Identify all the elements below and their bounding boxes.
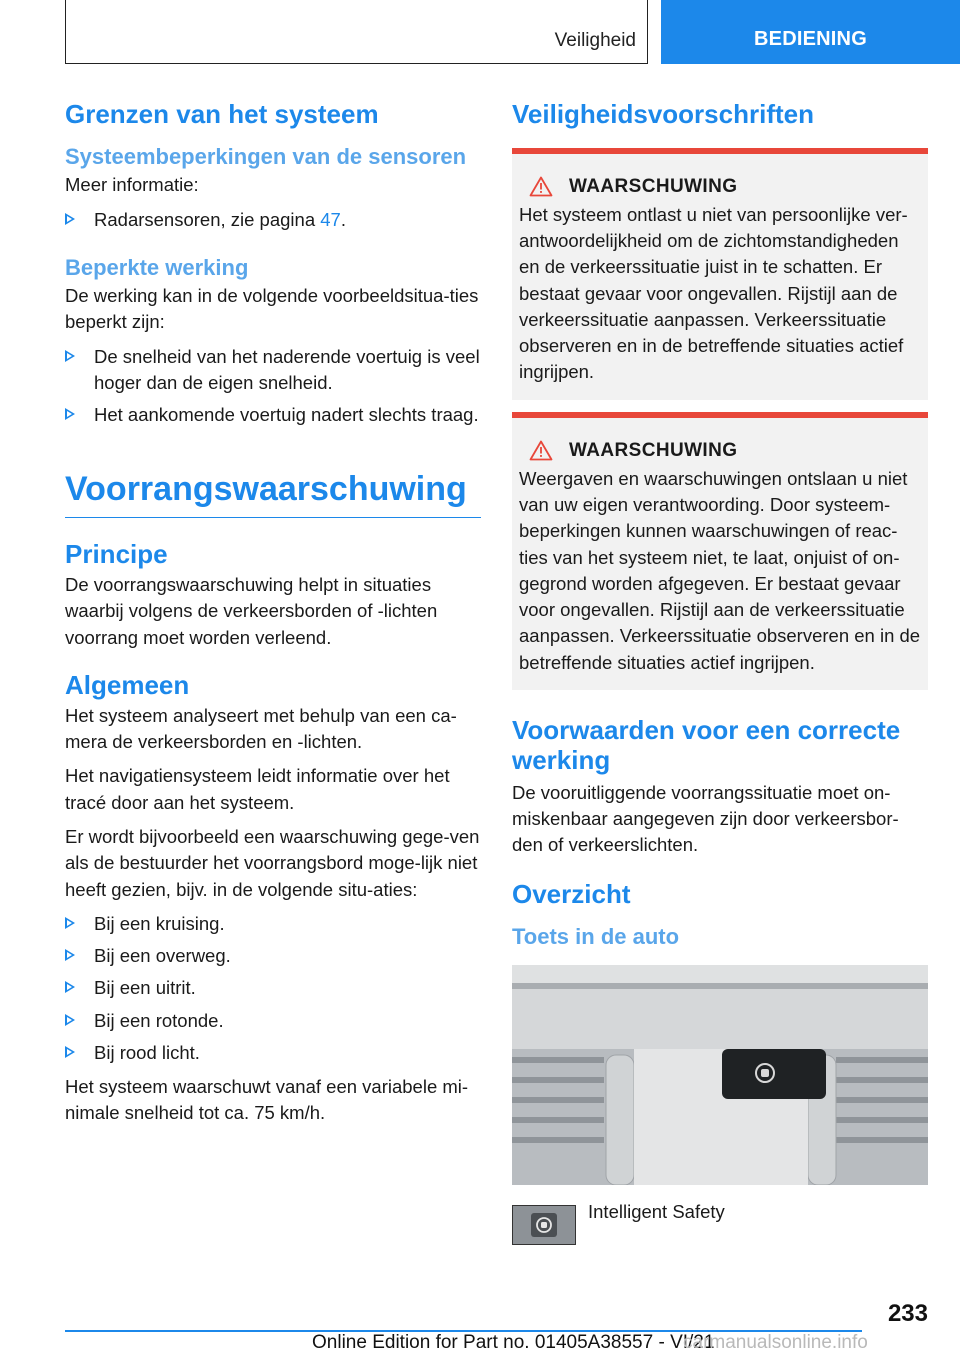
list-sensoren (65, 207, 481, 233)
dashboard-illustration (512, 965, 928, 1185)
triangle-bullet-icon (65, 949, 75, 961)
triangle-bullet-icon (65, 408, 75, 420)
list-item-text: Bij rood licht. (94, 1041, 200, 1063)
right-column (512, 100, 928, 1245)
warning-box-1 (512, 148, 928, 400)
heading-voorrangswaarschuwing: Voorrangswaarschuwing (65, 469, 481, 519)
heading-beperkt: Beperkte werking (65, 254, 249, 280)
list-item-text: De snelheid van het naderende voertuig is veel hoger dan de eigen snelheid. (94, 345, 480, 393)
intelligent-safety-icon (529, 1211, 559, 1239)
text-beperkt: De werking kan in de volgende voorbeeldsitua-ties beperkt zijn: (65, 285, 479, 333)
triangle-bullet-icon (65, 981, 75, 993)
button-legend (512, 1200, 928, 1245)
list-item (65, 975, 481, 1001)
list-item (65, 1008, 481, 1034)
warning-box-2 (512, 412, 928, 690)
header-section-label: Veiligheid (554, 30, 636, 51)
heading-overzicht: Overzicht (512, 879, 631, 910)
list-item-text: Bij een uitrit. (94, 977, 196, 999)
list-item (65, 207, 481, 233)
list-item (65, 943, 481, 969)
header-chapter-tab (661, 0, 960, 64)
list-situaties (65, 911, 481, 1066)
text-algemeen-1: Het systeem analyseert met behulp van een ca-mera de verkeersborden en -lichten. (65, 704, 457, 753)
left-column (65, 100, 481, 1135)
bullet-radar-text: Radarsensoren, zie pagina (94, 208, 321, 230)
heading-sensoren: Systeembeperkingen van de sensoren (65, 143, 467, 169)
heading-algemeen: Algemeen (65, 670, 190, 701)
list-item (65, 911, 481, 937)
list-item (65, 344, 481, 397)
heading-veiligheidsvoorschriften: Veiligheidsvoorschriften (512, 99, 814, 129)
footer-edition: Online Edition for Part no. 01405A38557 - VI/21 (312, 1332, 715, 1353)
list-item-text: Bij een overweg. (94, 945, 231, 967)
warning-triangle-icon (529, 176, 553, 197)
footer-watermark: carmanualsonline.info (683, 1332, 868, 1353)
section-voorrang (65, 469, 481, 519)
text-algemeen-2: Het navigatiensysteem leidt informatie over het tracé door aan het systeem. (65, 765, 450, 813)
page-link-47[interactable]: 47 (320, 208, 341, 230)
list-item-text: Bij een kruising. (94, 912, 225, 934)
warning-header (529, 176, 922, 198)
heading-toets: Toets in de auto (512, 924, 680, 950)
triangle-bullet-icon (65, 917, 75, 929)
heading-principe: Principe (65, 539, 168, 570)
page-number: 233 (887, 1300, 928, 1327)
list-item (65, 1040, 481, 1066)
header-chapter-label: BEDIENING (754, 27, 867, 50)
warning-header (529, 440, 922, 462)
list-beperkt (65, 344, 481, 429)
triangle-bullet-icon (65, 213, 75, 225)
list-item (65, 402, 481, 428)
list-item-text: Bij een rotonde. (94, 1009, 224, 1031)
triangle-bullet-icon (65, 1046, 75, 1058)
text-meer-informatie: Meer informatie: (65, 174, 199, 196)
heading-voorwaarden: Voorwaarden voor een correcte werking (512, 714, 901, 775)
text-principe: De voorrangswaarschuwing helpt in situaties waarbij volgens de verkeersborden of -lichten voorrang moet worden verleend. (65, 574, 438, 648)
triangle-bullet-icon (65, 1014, 75, 1026)
text-voorwaarden: De vooruitliggende voorrangssituatie moet on-miskenbaar aangegeven zijn door verkeersbor-den of verkeerslichten. (512, 781, 899, 856)
intelligent-safety-button[interactable] (512, 1205, 576, 1245)
text-algemeen-3: Er wordt bijvoorbeeld een waarschuwing gege-ven als de bestuurder het voorrangsbord moge-lijk niet heeft gezien, bijv. in de volgende situ-aties: (65, 825, 480, 900)
warning-title: WAARSCHUWING (569, 175, 738, 197)
bullet-radar-end: . (340, 208, 346, 230)
triangle-bullet-icon (65, 350, 75, 362)
heading-grenzen: Grenzen van het systeem (65, 99, 379, 129)
button-label: Intelligent Safety (588, 1200, 725, 1222)
warning-triangle-icon (529, 440, 553, 461)
list-item-text: Het aankomende voertuig nadert slechts traag. (94, 404, 479, 426)
warning-text: Het systeem ontlast u niet van persoonlijke ver-antwoordelijkheid om de zichtomstandigheden en de verkeerssituatie juist in te schatten. Er bestaat gevaar voor ongevallen. Rijstijl aan de verkeerssituatie aanpassen. Verkeerssituatie observeren en in de betreffende situaties actief ingrijpen. (519, 203, 908, 383)
warning-title: WAARSCHUWING (569, 439, 738, 461)
warning-text: Weergaven en waarschuwingen ontslaan u niet van uw eigen verantwoording. Door systeem-beperkingen kunnen waarschuwingen of reac-ties van het systeem niet, te laat, onjuist of on-gegrond worden afgegeven. Er bestaat gevaar voor ongevallen. Rijstijl aan de verkeerssituatie aanpassen. Verkeerssituatie observeren en in de betreffende situaties actief ingrijpen. (519, 467, 921, 673)
dashboard-photo (512, 965, 928, 1185)
text-algemeen-4: Het systeem waarschuwt vanaf een variabele mi-nimale snelheid tot ca. 75 km/h. (65, 1076, 469, 1124)
